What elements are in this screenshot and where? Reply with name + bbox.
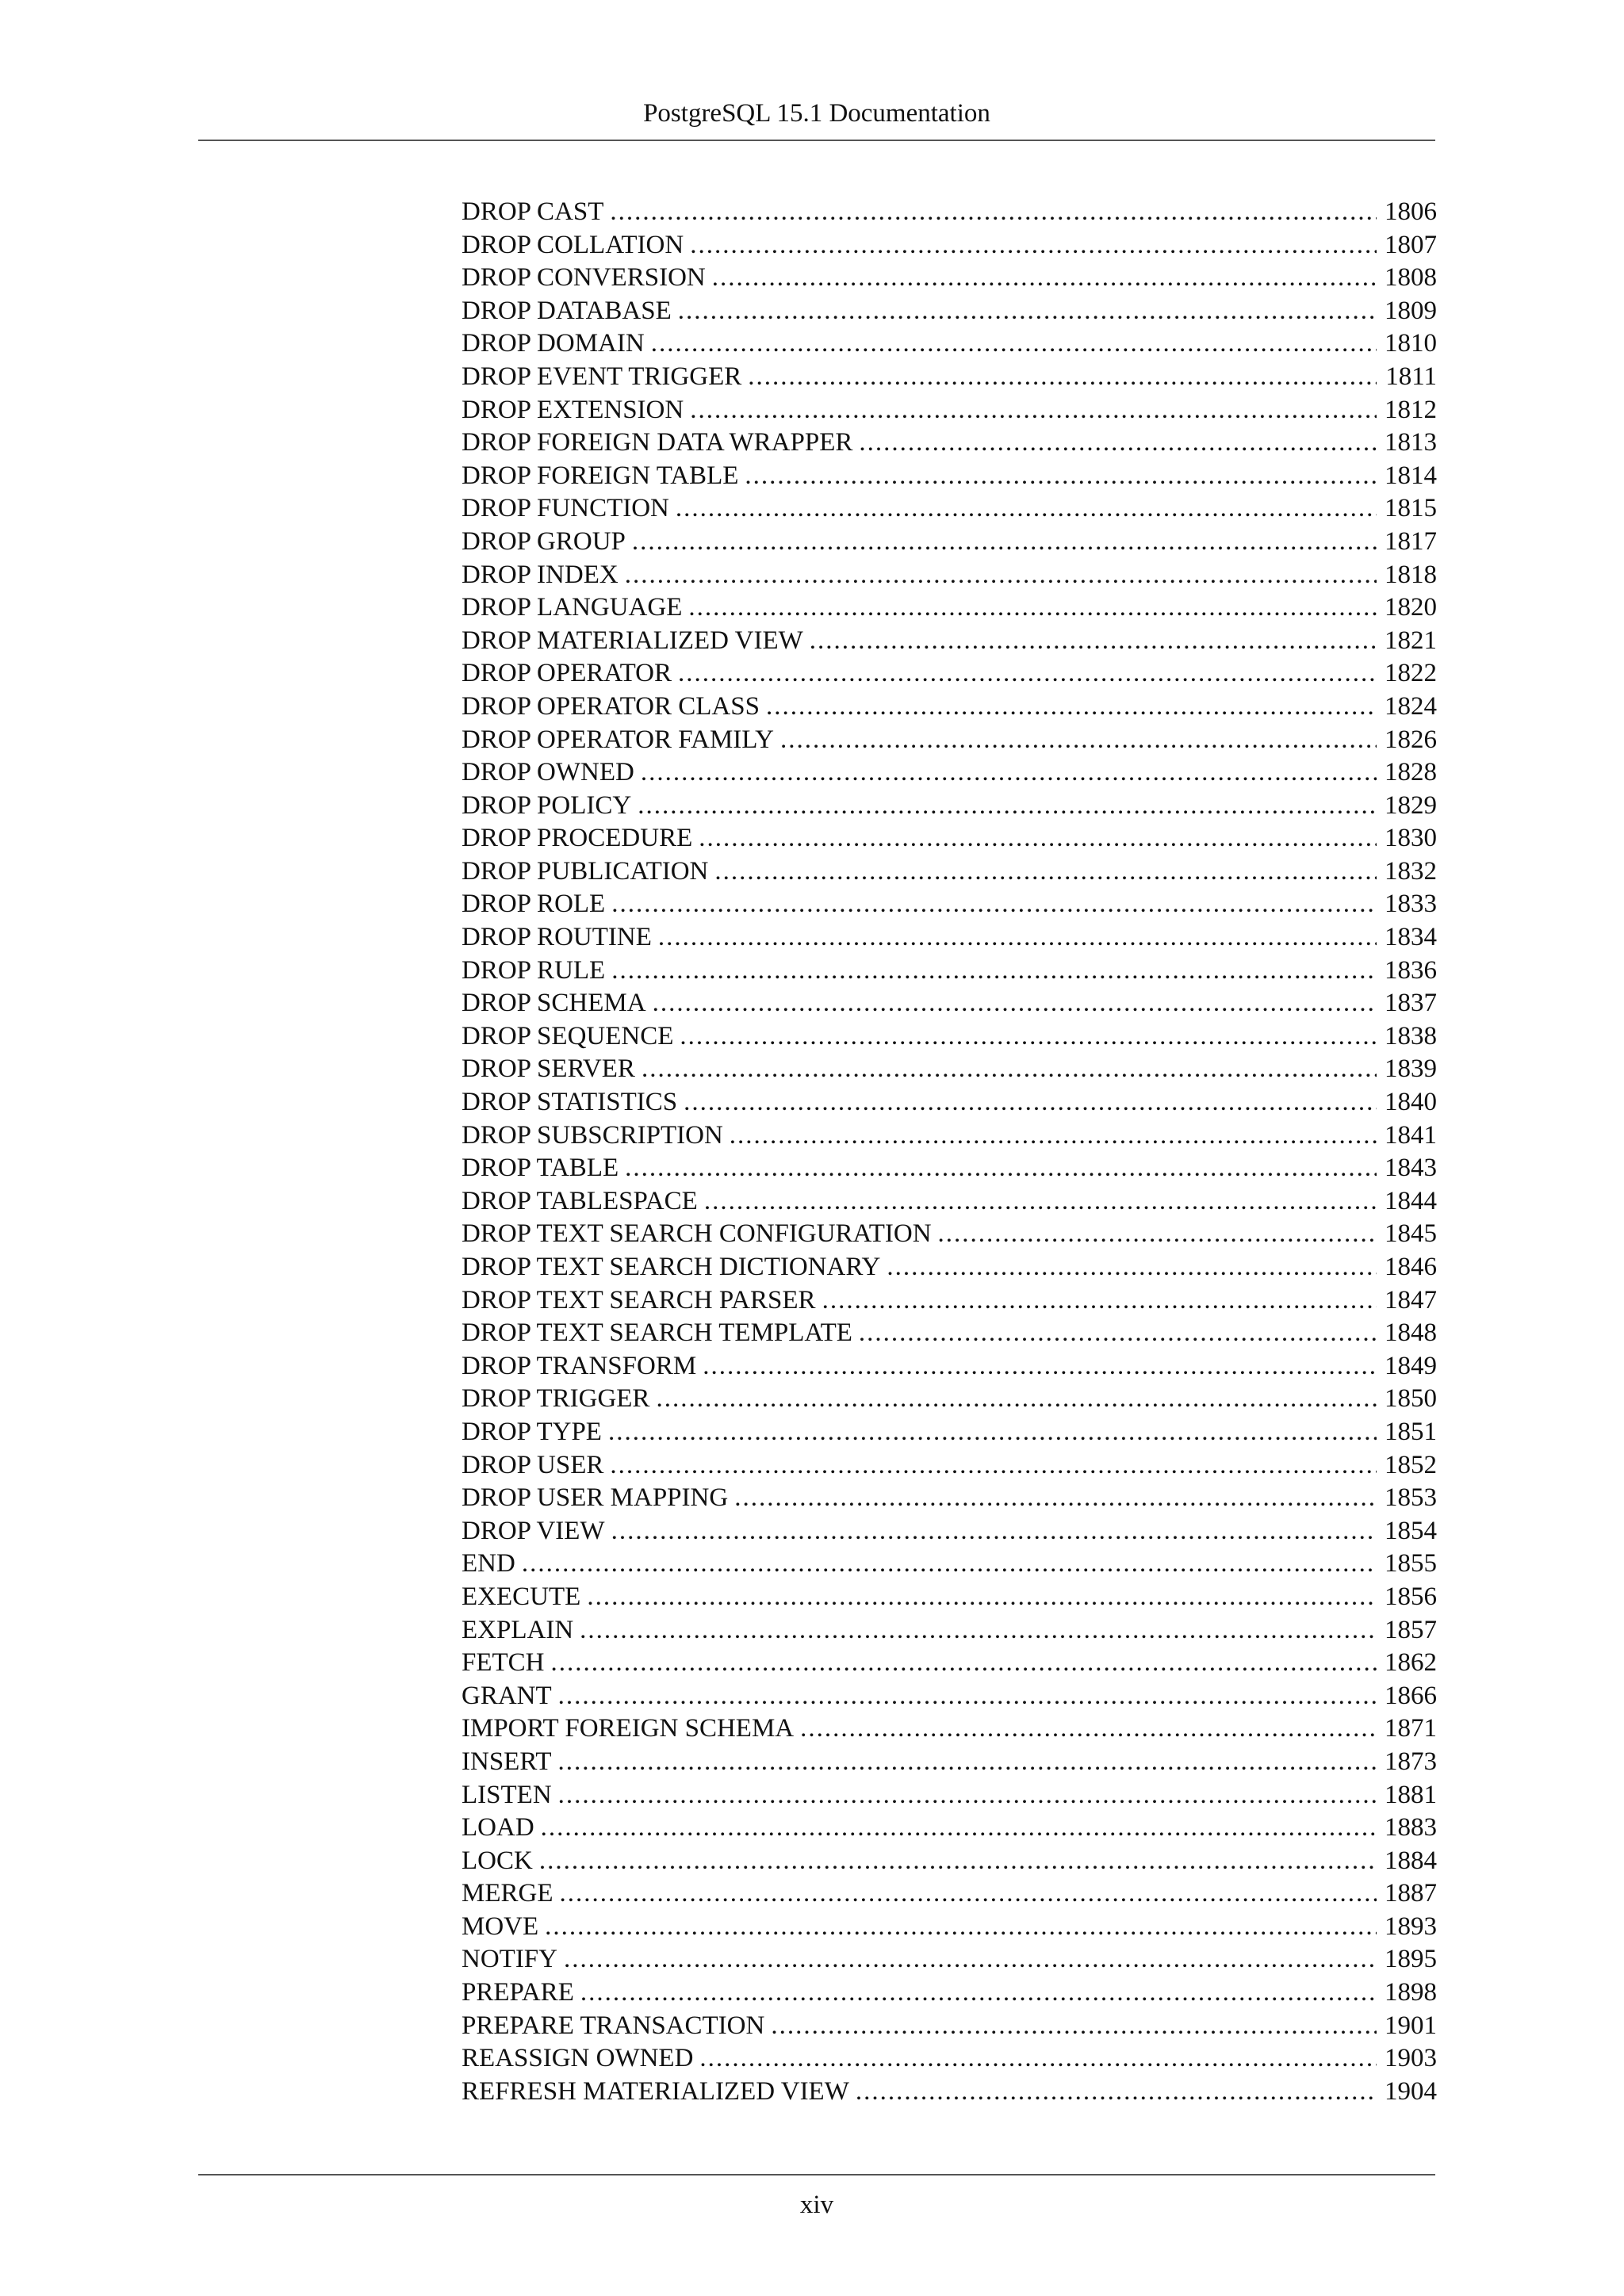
toc-entry-title: REFRESH MATERIALIZED VIEW xyxy=(462,2076,849,2106)
toc-entry[interactable] xyxy=(462,526,1437,559)
toc-entry-page: 1812 xyxy=(1385,395,1437,424)
toc-entry-page: 1893 xyxy=(1385,1911,1437,1941)
dot-leader xyxy=(859,427,1377,460)
toc-entry[interactable] xyxy=(462,1350,1437,1383)
dot-leader xyxy=(703,1350,1377,1383)
dot-leader xyxy=(611,1515,1377,1548)
toc-entry-title: IMPORT FOREIGN SCHEMA xyxy=(462,1714,795,1743)
toc-entry-page: 1834 xyxy=(1385,923,1437,952)
toc-entry[interactable] xyxy=(462,1812,1437,1845)
toc-entry[interactable] xyxy=(462,361,1437,394)
toc-entry-page: 1849 xyxy=(1385,1351,1437,1380)
toc-entry-page: 1845 xyxy=(1385,1219,1437,1249)
toc-entry-title: DROP FUNCTION xyxy=(462,494,669,523)
toc-entry-page: 1840 xyxy=(1385,1088,1437,1117)
toc-entry-page: 1807 xyxy=(1385,230,1437,259)
toc-entry-title: DROP STATISTICS xyxy=(462,1088,678,1117)
toc-entry-page: 1871 xyxy=(1385,1714,1437,1743)
dot-leader xyxy=(560,1877,1377,1911)
toc-entry-title: DROP CONVERSION xyxy=(462,263,706,293)
toc-entry-title: DROP TEXT SEARCH DICTIONARY xyxy=(462,1253,881,1281)
toc-entry-title: DROP DOMAIN xyxy=(462,329,645,358)
toc-entry[interactable] xyxy=(462,987,1437,1020)
toc-entry[interactable] xyxy=(462,1185,1437,1219)
toc-entry-page: 1810 xyxy=(1385,329,1437,358)
toc-entry-title: MERGE xyxy=(462,1879,553,1908)
dot-leader xyxy=(690,229,1377,262)
toc-entry[interactable] xyxy=(462,1317,1437,1350)
toc-entry-page: 1824 xyxy=(1385,691,1437,721)
toc-entry-title: DROP TEXT SEARCH PARSER xyxy=(462,1285,816,1314)
toc-entry[interactable] xyxy=(462,1119,1437,1153)
toc-entry[interactable] xyxy=(462,1581,1437,1614)
dot-leader xyxy=(810,625,1377,658)
toc-entry[interactable] xyxy=(462,262,1437,295)
dot-leader xyxy=(558,1746,1377,1779)
dot-leader xyxy=(551,1647,1377,1680)
toc-entry[interactable] xyxy=(462,327,1437,361)
toc-entry-page: 1821 xyxy=(1385,626,1437,655)
toc-entry[interactable] xyxy=(462,1086,1437,1119)
dot-leader xyxy=(632,526,1377,559)
toc-entry[interactable] xyxy=(462,625,1437,658)
toc-entry-page: 1904 xyxy=(1385,2076,1437,2106)
toc-entry-title: DROP CAST xyxy=(462,197,604,226)
dot-leader xyxy=(653,987,1377,1020)
toc-entry-page: 1895 xyxy=(1385,1945,1437,1974)
toc-entry-title: DROP PUBLICATION xyxy=(462,856,709,886)
toc-entry-page: 1833 xyxy=(1385,890,1437,919)
toc-entry-title: DROP OPERATOR FAMILY xyxy=(462,725,774,754)
toc-entry-page: 1898 xyxy=(1385,1978,1437,2007)
dot-leader xyxy=(539,1845,1377,1878)
toc-entry[interactable] xyxy=(462,790,1437,823)
toc-entry-page: 1832 xyxy=(1385,856,1437,886)
toc-entry-title: DROP OPERATOR CLASS xyxy=(462,691,760,721)
toc-entry-title: DROP EVENT TRIGGER xyxy=(462,362,742,391)
toc-entry-page: 1856 xyxy=(1385,1582,1437,1611)
dot-leader xyxy=(580,1976,1377,2010)
page-number: xiv xyxy=(799,2191,834,2219)
dot-leader xyxy=(766,691,1377,724)
toc-entry[interactable] xyxy=(462,855,1437,889)
dot-leader xyxy=(638,790,1377,823)
dot-leader xyxy=(734,1482,1377,1515)
dot-leader xyxy=(714,855,1377,889)
toc-entry-page: 1830 xyxy=(1385,824,1437,853)
toc-entry[interactable] xyxy=(462,1911,1437,1944)
toc-entry[interactable] xyxy=(462,822,1437,855)
dot-leader xyxy=(780,724,1377,757)
toc-entry-title: DROP RULE xyxy=(462,955,606,985)
toc-entry-title: DROP TABLE xyxy=(462,1154,619,1183)
toc-entry[interactable] xyxy=(462,1680,1437,1713)
toc-entry-page: 1815 xyxy=(1385,494,1437,523)
toc-entry-page: 1841 xyxy=(1385,1120,1437,1150)
toc-entry[interactable] xyxy=(462,724,1437,757)
dot-leader xyxy=(676,492,1377,526)
toc-entry-page: 1808 xyxy=(1385,263,1437,293)
toc-entry[interactable] xyxy=(462,559,1437,592)
toc-entry[interactable] xyxy=(462,1020,1437,1054)
toc-entry-page: 1828 xyxy=(1385,758,1437,787)
toc-entry-title: INSERT xyxy=(462,1747,552,1776)
toc-entry-page: 1851 xyxy=(1385,1417,1437,1446)
dot-leader xyxy=(558,1680,1377,1713)
toc-entry-page: 1852 xyxy=(1385,1450,1437,1479)
page-header xyxy=(198,94,1435,141)
toc-entry-title: NOTIFY xyxy=(462,1945,557,1974)
table-of-contents xyxy=(462,196,1437,2108)
toc-entry[interactable] xyxy=(462,1548,1437,1581)
dot-leader xyxy=(678,657,1377,691)
dot-leader xyxy=(625,1152,1377,1185)
toc-entry[interactable] xyxy=(462,1614,1437,1647)
dot-leader xyxy=(658,921,1377,955)
toc-entry-title: DROP TABLESPACE xyxy=(462,1186,698,1215)
dot-leader xyxy=(856,2076,1377,2109)
toc-entry[interactable] xyxy=(462,229,1437,262)
dot-leader xyxy=(771,2010,1377,2043)
dot-leader xyxy=(822,1284,1377,1318)
toc-entry[interactable] xyxy=(462,691,1437,724)
toc-entry-title: DROP LANGUAGE xyxy=(462,593,683,622)
toc-entry-title: DROP EXTENSION xyxy=(462,395,684,424)
dot-leader xyxy=(608,1416,1377,1449)
toc-entry[interactable] xyxy=(462,1449,1437,1483)
toc-entry-page: 1814 xyxy=(1385,461,1437,490)
toc-entry-page: 1854 xyxy=(1385,1516,1437,1545)
dot-leader xyxy=(730,1119,1377,1153)
dot-leader xyxy=(564,1943,1377,1976)
dot-leader xyxy=(651,327,1377,361)
toc-entry-page: 1850 xyxy=(1385,1384,1437,1414)
toc-entry-page: 1818 xyxy=(1385,560,1437,589)
toc-entry-title: MOVE xyxy=(462,1911,539,1941)
toc-entry-page: 1855 xyxy=(1385,1549,1437,1578)
toc-entry-page: 1873 xyxy=(1385,1747,1437,1776)
dot-leader xyxy=(887,1251,1377,1284)
dot-leader xyxy=(688,591,1377,625)
toc-entry-page: 1884 xyxy=(1385,1846,1437,1875)
toc-entry-title: DROP PROCEDURE xyxy=(462,824,693,853)
dot-leader xyxy=(748,361,1377,394)
dot-leader xyxy=(611,888,1377,921)
dot-leader xyxy=(642,1053,1377,1086)
toc-entry[interactable] xyxy=(462,888,1437,921)
toc-entry-title: DROP FOREIGN DATA WRAPPER xyxy=(462,428,853,457)
dot-leader xyxy=(610,196,1377,229)
toc-entry-title: DROP POLICY xyxy=(462,790,632,820)
toc-entry-title: DROP VIEW xyxy=(462,1516,605,1545)
toc-entry[interactable] xyxy=(462,1943,1437,1976)
toc-entry-page: 1826 xyxy=(1385,725,1437,754)
toc-entry[interactable] xyxy=(462,427,1437,460)
dot-leader xyxy=(545,1911,1377,1944)
toc-entry-title: DROP FOREIGN TABLE xyxy=(462,461,739,490)
toc-entry-title: LOCK xyxy=(462,1846,533,1875)
dot-leader xyxy=(541,1812,1377,1845)
toc-entry[interactable] xyxy=(462,460,1437,493)
toc-entry-title: PREPARE TRANSACTION xyxy=(462,2011,765,2040)
toc-entry-page: 1843 xyxy=(1385,1154,1437,1183)
toc-entry[interactable] xyxy=(462,394,1437,427)
toc-entry-title: DROP SERVER xyxy=(462,1054,635,1084)
toc-entry-title: EXPLAIN xyxy=(462,1615,574,1644)
toc-entry[interactable] xyxy=(462,591,1437,625)
toc-entry-title: DROP TEXT SEARCH CONFIGURATION xyxy=(462,1219,932,1249)
toc-entry-page: 1844 xyxy=(1385,1186,1437,1215)
toc-entry[interactable] xyxy=(462,1383,1437,1416)
toc-entry[interactable] xyxy=(462,1251,1437,1284)
dot-leader xyxy=(641,756,1377,790)
toc-entry-page: 1837 xyxy=(1385,989,1437,1018)
toc-entry[interactable] xyxy=(462,1779,1437,1812)
toc-entry[interactable] xyxy=(462,2042,1437,2076)
dot-leader xyxy=(712,262,1377,295)
toc-entry-title: DROP USER xyxy=(462,1450,604,1479)
toc-entry[interactable] xyxy=(462,1053,1437,1086)
toc-entry[interactable] xyxy=(462,1845,1437,1878)
toc-entry[interactable] xyxy=(462,657,1437,691)
dot-leader xyxy=(558,1779,1377,1812)
toc-entry-page: 1817 xyxy=(1385,526,1437,556)
toc-entry[interactable] xyxy=(462,1515,1437,1548)
toc-entry-page: 1829 xyxy=(1385,790,1437,820)
dot-leader xyxy=(610,1449,1377,1483)
toc-entry-title: DROP OWNED xyxy=(462,758,634,787)
toc-entry-page: 1839 xyxy=(1385,1054,1437,1084)
toc-entry-title: END xyxy=(462,1549,515,1578)
toc-entry-page: 1838 xyxy=(1385,1021,1437,1050)
toc-entry-page: 1806 xyxy=(1385,197,1437,226)
toc-entry-title: FETCH xyxy=(462,1648,545,1678)
dot-leader xyxy=(800,1712,1377,1746)
toc-entry[interactable] xyxy=(462,921,1437,955)
toc-entry[interactable] xyxy=(462,492,1437,526)
dot-leader xyxy=(580,1614,1377,1647)
toc-entry-title: DROP TEXT SEARCH TEMPLATE xyxy=(462,1318,852,1348)
toc-entry-title: DROP ROUTINE xyxy=(462,923,652,952)
toc-entry-page: 1883 xyxy=(1385,1813,1437,1843)
toc-entry-title: LOAD xyxy=(462,1813,534,1843)
toc-entry-page: 1848 xyxy=(1385,1318,1437,1348)
toc-entry-page: 1820 xyxy=(1385,593,1437,622)
toc-entry-page: 1862 xyxy=(1385,1648,1437,1678)
toc-entry-page: 1887 xyxy=(1385,1879,1437,1908)
toc-entry[interactable] xyxy=(462,1712,1437,1746)
toc-entry[interactable] xyxy=(462,1416,1437,1449)
toc-entry-title: DROP INDEX xyxy=(462,560,619,589)
toc-entry-title: DROP USER MAPPING xyxy=(462,1483,729,1513)
toc-entry-title: PREPARE xyxy=(462,1978,574,2007)
dot-leader xyxy=(587,1581,1377,1614)
toc-entry-title: DROP OPERATOR xyxy=(462,659,672,688)
dot-leader xyxy=(656,1383,1377,1416)
dot-leader xyxy=(859,1317,1377,1350)
toc-entry[interactable] xyxy=(462,2010,1437,2043)
toc-entry-title: DROP SCHEMA xyxy=(462,989,646,1018)
page-footer xyxy=(198,2174,1435,2225)
toc-entry-title: GRANT xyxy=(462,1681,552,1710)
toc-entry-title: LISTEN xyxy=(462,1780,552,1809)
toc-entry-page: 1847 xyxy=(1385,1285,1437,1314)
toc-entry-title: REASSIGN OWNED xyxy=(462,2044,694,2073)
toc-entry-title: DROP SEQUENCE xyxy=(462,1021,674,1050)
dot-leader xyxy=(699,2042,1377,2076)
toc-entry-title: DROP COLLATION xyxy=(462,230,684,259)
toc-entry-page: 1857 xyxy=(1385,1615,1437,1644)
toc-entry-page: 1809 xyxy=(1385,296,1437,325)
toc-entry[interactable] xyxy=(462,196,1437,229)
toc-entry[interactable] xyxy=(462,1152,1437,1185)
toc-entry-title: DROP MATERIALIZED VIEW xyxy=(462,626,803,655)
toc-entry-page: 1822 xyxy=(1385,659,1437,688)
dot-leader xyxy=(699,822,1377,855)
toc-entry[interactable] xyxy=(462,1284,1437,1318)
dot-leader xyxy=(745,460,1377,493)
toc-entry[interactable] xyxy=(462,1746,1437,1779)
toc-entry-title: DROP ROLE xyxy=(462,890,606,919)
toc-entry-page: 1853 xyxy=(1385,1483,1437,1513)
toc-entry[interactable] xyxy=(462,2076,1437,2109)
toc-entry[interactable] xyxy=(462,295,1437,328)
toc-entry[interactable] xyxy=(462,756,1437,790)
toc-entry-page: 1836 xyxy=(1385,955,1437,985)
toc-entry[interactable] xyxy=(462,955,1437,988)
toc-entry-page: 1846 xyxy=(1385,1253,1437,1281)
dot-leader xyxy=(522,1548,1377,1581)
document-title: PostgreSQL 15.1 Documentation xyxy=(643,99,990,128)
toc-entry[interactable] xyxy=(462,1218,1437,1251)
dot-leader xyxy=(690,394,1377,427)
dot-leader xyxy=(625,559,1377,592)
toc-entry-page: 1811 xyxy=(1385,362,1437,391)
toc-entry-title: DROP SUBSCRIPTION xyxy=(462,1120,723,1150)
toc-entry[interactable] xyxy=(462,1482,1437,1515)
toc-entry[interactable] xyxy=(462,1647,1437,1680)
toc-entry[interactable] xyxy=(462,1976,1437,2010)
toc-entry-page: 1866 xyxy=(1385,1681,1437,1710)
toc-entry-page: 1881 xyxy=(1385,1780,1437,1809)
toc-entry-title: DROP DATABASE xyxy=(462,296,672,325)
toc-entry-page: 1903 xyxy=(1385,2044,1437,2073)
dot-leader xyxy=(938,1218,1377,1251)
toc-entry-title: DROP TRIGGER xyxy=(462,1384,650,1414)
dot-leader xyxy=(611,955,1377,988)
toc-entry-title: DROP TYPE xyxy=(462,1417,602,1446)
toc-entry-page: 1813 xyxy=(1385,428,1437,457)
dot-leader xyxy=(678,295,1377,328)
toc-entry-title: EXECUTE xyxy=(462,1582,581,1611)
toc-entry-title: DROP GROUP xyxy=(462,526,626,556)
toc-entry-page: 1901 xyxy=(1385,2011,1437,2040)
dot-leader xyxy=(704,1185,1377,1219)
toc-entry-title: DROP TRANSFORM xyxy=(462,1351,697,1380)
dot-leader xyxy=(684,1086,1377,1119)
toc-entry[interactable] xyxy=(462,1877,1437,1911)
dot-leader xyxy=(680,1020,1377,1054)
